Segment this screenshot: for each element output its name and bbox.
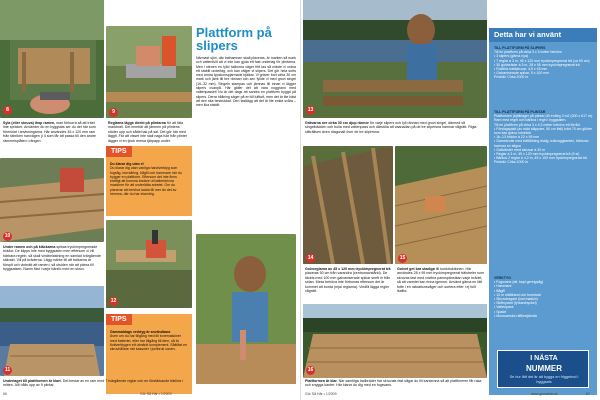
- sidebar-line: Till en plattform på cirka 3 x 3 meter behövs: [494, 50, 562, 55]
- sidebar-line: • 30 golvbräder à 3 m, 28 x 95 mm tryckimpregnerat trä: [494, 62, 580, 67]
- photo-number-9: 9: [109, 108, 118, 117]
- tips-content: [110, 162, 188, 196]
- next-issue-promo: [497, 350, 589, 388]
- tips-text: Även om du har tillgång med till boremaskiner med batterier, eller har tillgång till dem, så är flottverktygen ett utmärkt komplement. Såttfäst en skruvhållare när kassoler i jordbruk vaxen.: [110, 334, 188, 352]
- footer-magazine-left: Gör Så Här • 1/2009: [140, 392, 172, 396]
- page-number-right: 67: [586, 392, 590, 396]
- caption-bold: Under ramen och på kläckarna: [3, 245, 56, 249]
- sidebar-section-title: TILL PLATTFORM PÅ SLIPERS: [494, 46, 546, 50]
- photo-number-10: 10: [4, 233, 11, 239]
- caption-text: placeras 50 cm från varandra (centrumavstånd). De täckts med 100 mm galvaniserade spikar snett in från sidan. Mess behöva inte förborras eftersom det är kommet att borda (mjal reglarna). Vindfä lägga regler vågrätt.: [305, 271, 391, 294]
- caption-bold: Golvreglarna av 45 x 120 mm tryckimpregnerat trä: [305, 267, 391, 271]
- caption-16: [305, 379, 487, 388]
- caption-10: [3, 245, 101, 271]
- photo-plattformen-klar: [303, 304, 487, 378]
- photo-reglarna: [106, 26, 192, 118]
- article-body: Närmast sjön, där bathamnen skall placeras, är marken så mark och vattenfullt att vi inte kan gjuta ett fast underlag för plintarna. Men i stenen en fylld hallonna väger fritt tas så mäste vi ordna ett stabilt underlag, och kan välger vi slipers. Det gör hela sorts med andra typskonspjarmade bjälkar. Vi gräver bort cirka 30 cm mark och jämt till bre rännan och sen fyllde vi med grovt singel (16–32 mm). Singeln stampas och jämnas till innan vi lägger slipers ovanpå. Här gäller det att vara noggrann med vattenpasset! Nu är det dags att sandra en plattform byggd på slipers. Derra hållning säger på en till lufttoft, men det är lite bäst att den ska bestruktad. Den fastlägg att det är lite enkla svåra – men lika stabilt.: [196, 56, 296, 108]
- footer-magazine-right: Gör Så Här • 1/2009: [305, 392, 337, 396]
- sidebar-section-verktyg: [494, 276, 594, 318]
- tips-title: Gammaldags verktyg är användbara: [110, 330, 171, 334]
- sidebar-line: • Hammare: [494, 284, 512, 289]
- sidebar-line: • Förslagsplatt (av mäd släppare, 50 cm ifall) tvärt 70 cm glöder som kan gräva rotvinkel: [494, 126, 593, 136]
- sidebar-line: • Vattenpass: [494, 305, 514, 310]
- photo-under-ramen: [0, 158, 104, 242]
- sidebar-line: • Reglar à 3 m, 45 x 120 mm tryckimpregnerat trä (9 st): [494, 152, 580, 157]
- caption-bold: Plattformen är klar.: [305, 379, 338, 383]
- caption-11: [3, 379, 189, 388]
- tips-box-el: [106, 146, 192, 216]
- sidebar-section-plintar: [494, 110, 594, 165]
- tips-content: [110, 330, 188, 351]
- sidebar-line: • Muuruanslut räfförstjärnlär: [494, 313, 537, 318]
- promo-line-1: I NÄSTA: [530, 355, 558, 362]
- sidebar-line: • Skruvdragare (borrmaskin): [494, 297, 538, 302]
- caption-text: för att fäta markbrall. Det innebär att jämnen på plintens stöder upp och såttet tak på sal. Det gör här med läggfi. Fär att visset inte stall naga fukt från plinter lägger vi en tjock remsa tjärpapp under.: [108, 121, 188, 143]
- tips-header: TIPS: [106, 314, 132, 325]
- tips-title: Du klarar dig utan el: [110, 162, 144, 166]
- photo-number-15: 15: [399, 255, 406, 261]
- caption-text: för varje slipers och fyll rännan med grovt singel, därmed så singelbädden och bolla med vattenpass och därstöla att vaanadan på de tre slipersna hamnar vågrätt. Rigla slitträllsen även diagonalt över de tre slipersna.: [305, 121, 477, 134]
- sidebar-line: • Galvaniserade spikar, 5 x 100 mm: [494, 71, 550, 76]
- caption-13: [305, 121, 485, 134]
- right-page: [300, 0, 600, 400]
- sidebar-section-slipers: [494, 46, 594, 80]
- sidebar-line: • Bärlina 2 reglar à 4,2 m, 45 x 100 mm tryckimpregnerat trä: [494, 156, 587, 161]
- sidebar-line: • Spade: [494, 309, 507, 314]
- sidebar-section-title: VERKTYG: [494, 276, 511, 280]
- photo-golvreglarna: [303, 146, 393, 264]
- caption-bold: Underlaget till plattformen är klart.: [3, 379, 62, 383]
- caption-bold: Grävarna ner cirka 30 cm djup rännor: [305, 121, 369, 125]
- materials-sidebar: [489, 28, 597, 395]
- photo-number-11: 11: [4, 367, 11, 373]
- page-number-left: 66: [3, 392, 7, 396]
- sidebar-line: • Fogsvans (alt. kapi-geringsåg): [494, 280, 544, 285]
- caption-text: Det bestar av en ram med 7 tvärgående reglar och en förstärkande bärlina i mitten. Allt hålls upp av 9 plintar.: [3, 379, 183, 388]
- sidebar-line: Plattformen (bjälklager på plintar) till enfärg 3 m2 (300 x 617 m). Ram med regel och bärlina i regel i byggsaten.: [494, 114, 594, 123]
- photo-number-12: 12: [110, 298, 117, 304]
- caption-text: till konstruktionen. Här användes 28 x 95 mm tryckimpregnerat trälstreler som skruvas fast med rostfria pannspänstkan varje brädel, så att varmlet kan rinna igenom. Använd gärna en lätt fotte i en ratuationsvåger och sortera efter i ej fullt lsaffor.: [397, 267, 484, 294]
- photo-number-8: 8: [3, 106, 12, 115]
- caption-bold: Reglarna läggs direkt på plintarna: [108, 121, 166, 125]
- promo-line-3: Se hur lätt det är att bygga en friggebod i byggsats: [509, 375, 579, 384]
- sidebar-line: • Rostfria trallskruvar, 4,5 x 45 mm: [494, 67, 548, 72]
- photo-number-14: 14: [307, 255, 314, 261]
- footer-website: www.gorsahar.se: [531, 392, 558, 396]
- caption-text: När samtliga trallbräder har skruvats fast sågar du till kantemna så att plattformen får raka och snygga kanter. Här klarar du dig med en fogsvans.: [305, 379, 482, 388]
- caption-text: man förborra så att träet inte spricker. Använder du en byggsats ser du det här som förenklat i anvisningarna. Här användes 45 x 120 mm ram från fabriken hanvägen (i 4 som får att passa till den andre rämmelsplåten i rängen.: [3, 121, 96, 143]
- sidebar-line: • 3 slipers (gärna nya): [494, 54, 529, 59]
- sidebar-line: Till en plattform på cirka 3 x 4,3 meter behövs ett förråd: [494, 122, 580, 127]
- caption-9: [108, 121, 190, 143]
- sidebar-line: • Gallvånder med skruvar à 30 m: [494, 147, 546, 152]
- photo-slipers: [303, 0, 487, 118]
- photo-number-13: 13: [307, 107, 314, 113]
- sidebar-line: • 7 reglar à 3 m, 45 x 120 mm tryckimpregnerat trä (ca 50 cm): [494, 58, 590, 63]
- sidebar-line: • 10 m måttband och tumstock: [494, 292, 542, 297]
- photo-woman: [196, 234, 296, 384]
- tips-header: TIPS: [106, 146, 132, 157]
- sidebar-line: • 1b–13 brädor à 22 x 95 mm: [494, 135, 540, 140]
- sidebar-section-title: TILL PLATTFORM PÅ PLINTAR: [494, 110, 546, 114]
- sidebar-heading: Detta har vi använt: [489, 28, 597, 42]
- caption-14: [305, 267, 391, 293]
- caption-15: [397, 267, 485, 293]
- caption-bold: Syla (eller skruva) ihop ramen,: [3, 121, 56, 125]
- promo-line-2: NUMMER: [526, 364, 562, 373]
- photo-underlaget: [0, 286, 104, 376]
- sidebar-line: Prisbild: Cirka 1000 kr: [494, 160, 529, 165]
- sidebar-line: Prisbild: Cirka 2000 kr: [494, 75, 529, 80]
- photo-drilling: [106, 220, 192, 308]
- photo-golvet: [395, 146, 487, 264]
- caption-bold: Golvet get bra stadiga: [397, 267, 435, 271]
- photo-number-16: 16: [307, 367, 314, 373]
- photo-ramen: [0, 0, 104, 118]
- sidebar-line: • Bågfil: [494, 288, 505, 293]
- sidebar-line: • Skiftnyckel (fyrkantnyckel): [494, 301, 537, 306]
- caption-8: [3, 121, 101, 143]
- tips-text: Du klarar dig utan vanliga handverktyg som fogsåg, borrsåring, bågfil och hammare när du bygger en plattform. Eftersom det inte finns kraftigt att komma ändare ut batteridrivna maskiner för att underlätta arbetet. Om du planerar att behöva ladda till mer än det av hemma, där du har elsentrig.: [110, 166, 182, 197]
- sidebar-line: • Garnekrutis med träffältning dialig, trallvaggkanten, bärlorav hamnar en stigsa: [494, 139, 589, 148]
- caption-text: spikas tryckimpregnerade brädor. De klipps inte med byggsaten men eftersom vi vill bärbara regeln, så skall vindbelastning en samlad tvärgående säkrakt. Vill på bräderna. Lägg märke till att balkarna är förspit och vinbrätt att ramen i så utsiden när att pärna till byggsatsen. Namn fäst i varje bärsfo med en skruv.: [3, 245, 101, 272]
- article-title: Plattform på slipers: [196, 25, 272, 53]
